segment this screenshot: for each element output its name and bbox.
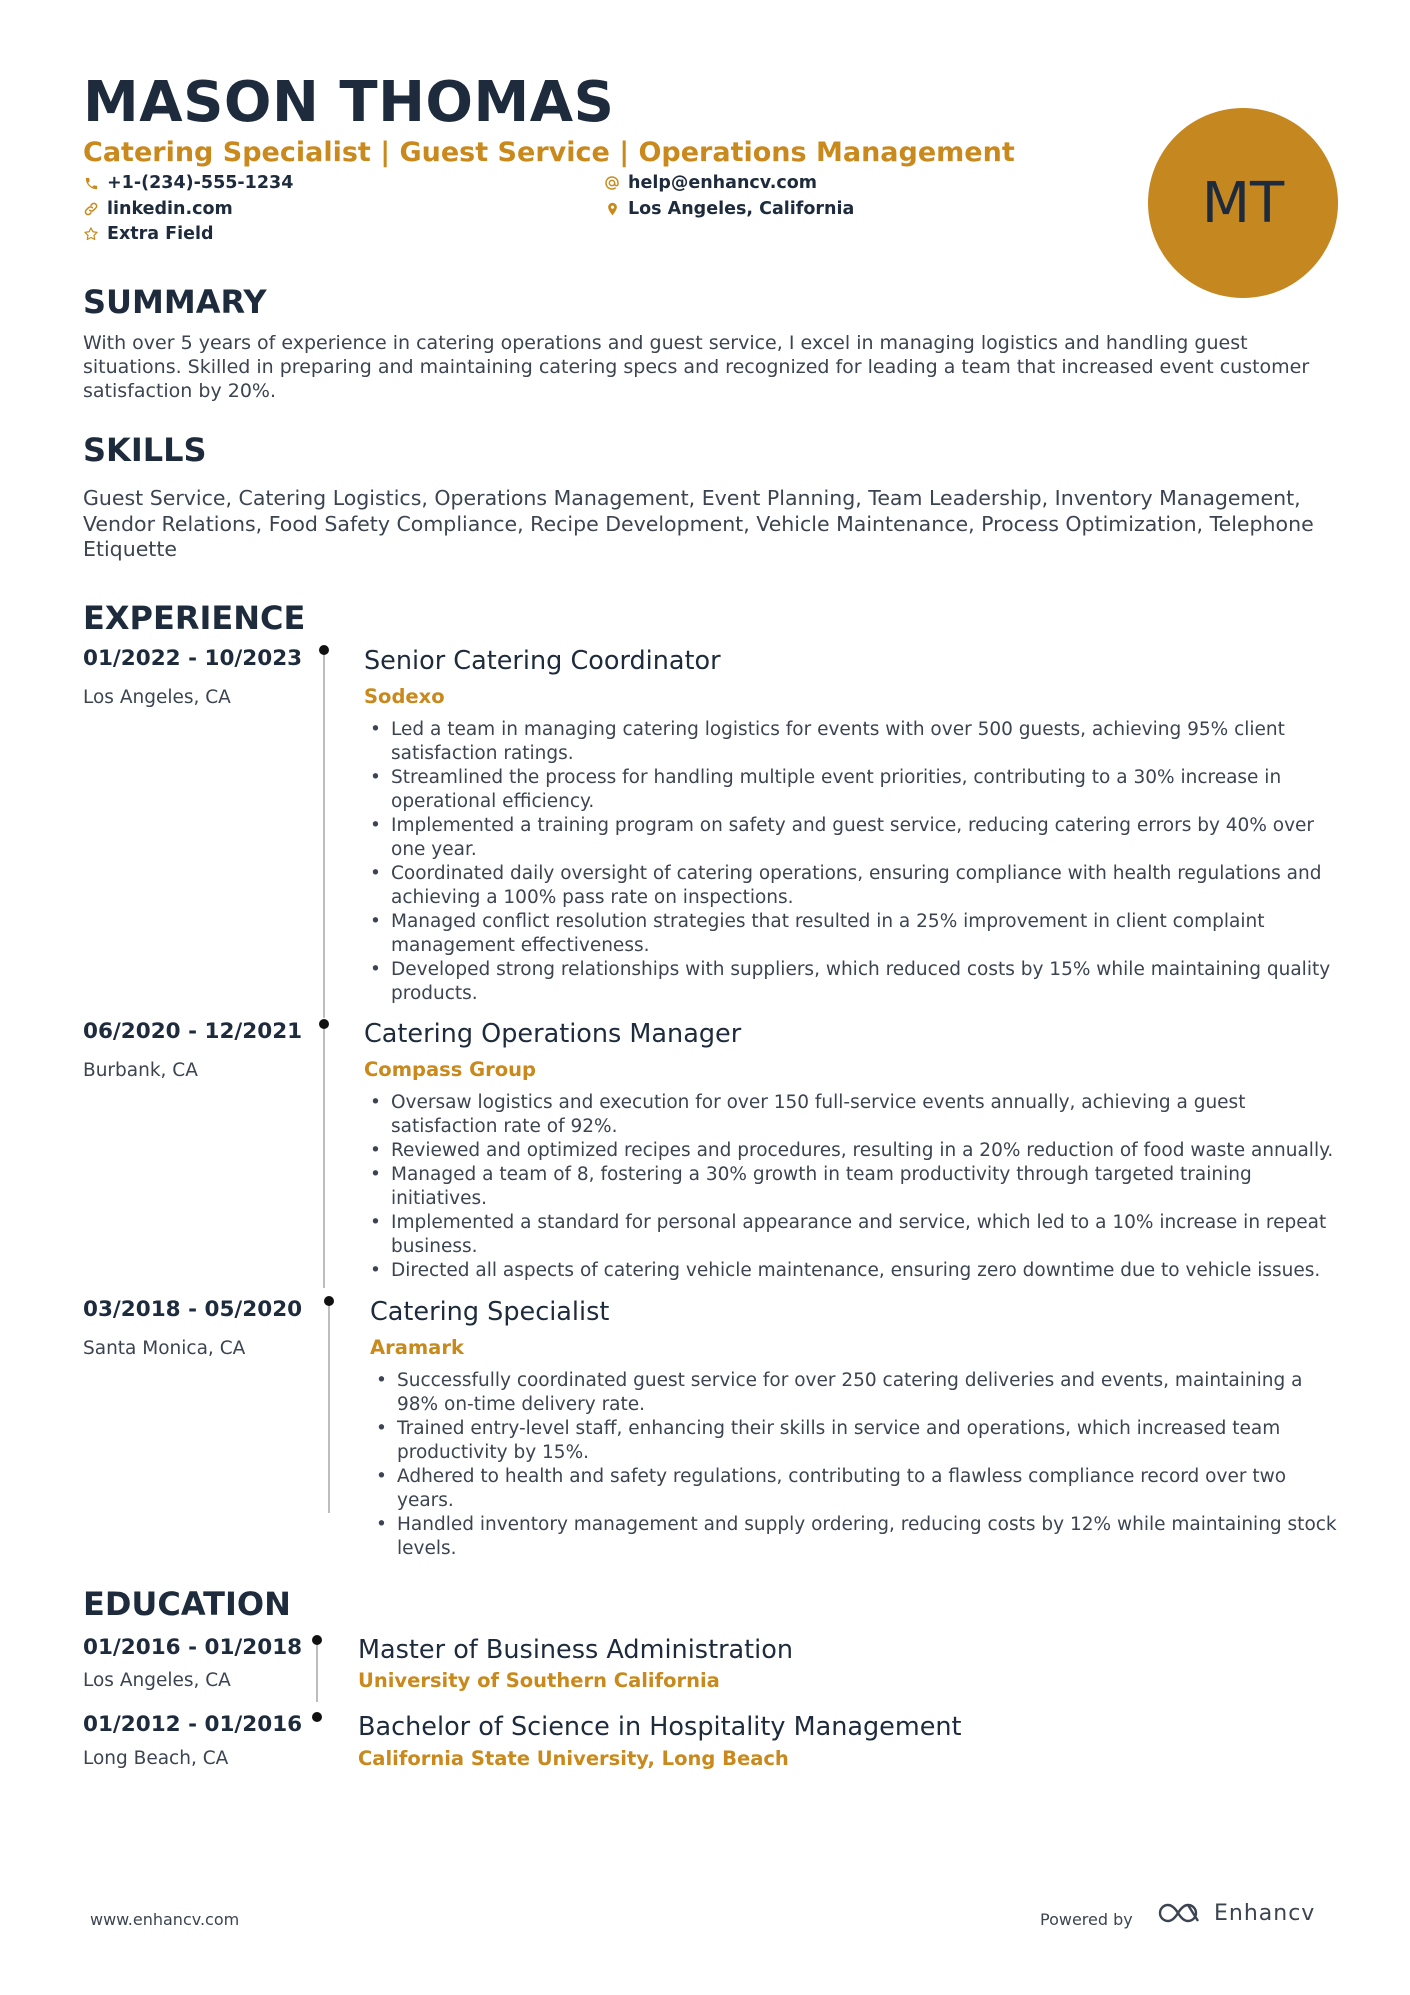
location-pin-icon	[604, 201, 620, 217]
contact-email[interactable]	[604, 172, 817, 194]
job-role: Catering Specialist	[370, 1297, 610, 1327]
education-degree: Bachelor of Science in Hospitality Management	[358, 1712, 962, 1742]
education-dates: 01/2012 - 01/2016	[83, 1712, 303, 1737]
job-bullet: • Streamlined the process for handling multiple event priorities, contributing to a 30% increase in operational efficiency.	[364, 766, 1344, 814]
avatar	[1148, 108, 1338, 298]
candidate-title: Catering Specialist | Guest Service | Operations Management	[83, 137, 1015, 168]
job-role: Senior Catering Coordinator	[364, 646, 721, 676]
contact-phone	[83, 172, 293, 194]
job-bullet: • Successfully coordinated guest service for over 250 catering deliveries and events, maintaining a 98% on-time delivery rate.	[370, 1369, 1345, 1417]
avatar-initials: MT	[1201, 170, 1285, 236]
summary-text: With over 5 years of experience in catering operations and guest service, I excel in managing logistics and handling guest situations. Skilled in preparing and maintaining catering specs and recognized for leading a team that increased event customer satisfaction by 20%.	[83, 332, 1310, 402]
contact-location-text: Los Angeles, California	[628, 199, 855, 219]
job-location: Santa Monica, CA	[83, 1338, 246, 1359]
job-bullet: • Developed strong relationships with suppliers, which reduced costs by 15% while maintaining quality products.	[364, 958, 1344, 1006]
experience-heading: EXPERIENCE	[83, 599, 306, 637]
job-bullet: • Adhered to health and safety regulations, contributing to a flawless compliance record over two years.	[370, 1465, 1345, 1513]
education-location: Los Angeles, CA	[83, 1670, 231, 1691]
job-role: Catering Operations Manager	[364, 1019, 742, 1049]
job-company: Aramark	[370, 1336, 464, 1359]
footer-brand[interactable]	[1158, 1900, 1315, 1926]
contact-extra-text: Extra Field	[107, 224, 214, 244]
timeline-dot	[319, 1019, 329, 1029]
timeline-dot	[312, 1712, 322, 1722]
star-icon	[83, 226, 99, 242]
timeline-line	[323, 1024, 325, 1288]
education-degree: Master of Business Administration	[358, 1635, 794, 1665]
enhancv-logo-icon	[1158, 1900, 1206, 1926]
footer-brand-text: Enhancv	[1214, 1900, 1316, 1926]
skills-heading: SKILLS	[83, 431, 207, 469]
job-bullet: • Trained entry-level staff, enhancing their skills in service and operations, which increased team productivity by 15%.	[370, 1417, 1345, 1465]
timeline-dot	[319, 645, 329, 655]
job-bullet: • Managed a team of 8, fostering a 30% growth in team productivity through targeted training initiatives.	[364, 1163, 1344, 1211]
contact-linkedin[interactable]	[83, 198, 233, 220]
timeline-line	[323, 650, 325, 1018]
education-school: California State University, Long Beach	[358, 1747, 789, 1770]
contact-location	[604, 198, 854, 220]
education-heading: EDUCATION	[83, 1585, 291, 1623]
job-bullet: • Implemented a standard for personal appearance and service, which led to a 10% increase in repeat business.	[364, 1211, 1344, 1259]
education-location: Long Beach, CA	[83, 1748, 229, 1769]
job-dates: 06/2020 - 12/2021	[83, 1019, 303, 1044]
job-bullet: • Oversaw logistics and execution for over 150 full-service events annually, achieving a guest satisfaction rate of 92%.	[364, 1091, 1344, 1139]
candidate-name: MASON THOMAS	[83, 70, 615, 135]
education-school: University of Southern California	[358, 1669, 720, 1692]
summary-heading: SUMMARY	[83, 283, 267, 321]
job-company: Sodexo	[364, 685, 445, 708]
job-dates: 03/2018 - 05/2020	[83, 1297, 303, 1322]
education-dates: 01/2016 - 01/2018	[83, 1635, 303, 1660]
timeline-dot	[312, 1635, 322, 1645]
at-icon	[604, 175, 620, 191]
job-bullet: • Reviewed and optimized recipes and procedures, resulting in a 20% reduction of food waste annually.	[364, 1139, 1344, 1163]
contact-extra	[83, 223, 214, 245]
timeline-line	[316, 1640, 318, 1702]
job-bullets	[364, 1091, 1344, 1283]
job-bullets	[370, 1369, 1345, 1561]
link-icon	[83, 201, 99, 217]
job-bullet: • Led a team in managing catering logistics for events with over 500 guests, achieving 95% client satisfaction ratings.	[364, 718, 1344, 766]
job-bullets	[364, 718, 1344, 1006]
job-bullet: • Coordinated daily oversight of catering operations, ensuring compliance with health regulations and achieving a 100% pass rate on inspections.	[364, 862, 1344, 910]
contact-email-text: help@enhancv.com	[628, 173, 818, 193]
job-bullet: • Directed all aspects of catering vehicle maintenance, ensuring zero downtime due to vehicle issues.	[364, 1259, 1344, 1283]
timeline-line	[328, 1301, 330, 1513]
job-bullet: • Managed conflict resolution strategies that resulted in a 25% improvement in client complaint management effectiveness.	[364, 910, 1344, 958]
job-location: Los Angeles, CA	[83, 687, 231, 708]
footer-powered-by: Powered by	[1040, 1910, 1133, 1929]
contact-linkedin-text: linkedin.com	[107, 199, 233, 219]
contact-phone-text: +1-(234)-555-1234	[107, 173, 294, 193]
job-dates: 01/2022 - 10/2023	[83, 646, 303, 671]
footer-url[interactable]: www.enhancv.com	[90, 1910, 240, 1929]
phone-icon	[83, 175, 99, 191]
skills-text: Guest Service, Catering Logistics, Operations Management, Event Planning, Team Leadership, Inventory Management, Vendor Relations, Food Safety Compliance, Recipe Development, Vehicle Maintenance, Process Optimization, Telephone Etiquette	[83, 486, 1314, 561]
job-bullet: • Implemented a training program on safety and guest service, reducing catering errors by 40% over one year.	[364, 814, 1344, 862]
job-company: Compass Group	[364, 1058, 537, 1081]
job-location: Burbank, CA	[83, 1060, 198, 1081]
job-bullet: • Handled inventory management and supply ordering, reducing costs by 12% while maintaining stock levels.	[370, 1513, 1345, 1561]
timeline-dot	[324, 1296, 334, 1306]
